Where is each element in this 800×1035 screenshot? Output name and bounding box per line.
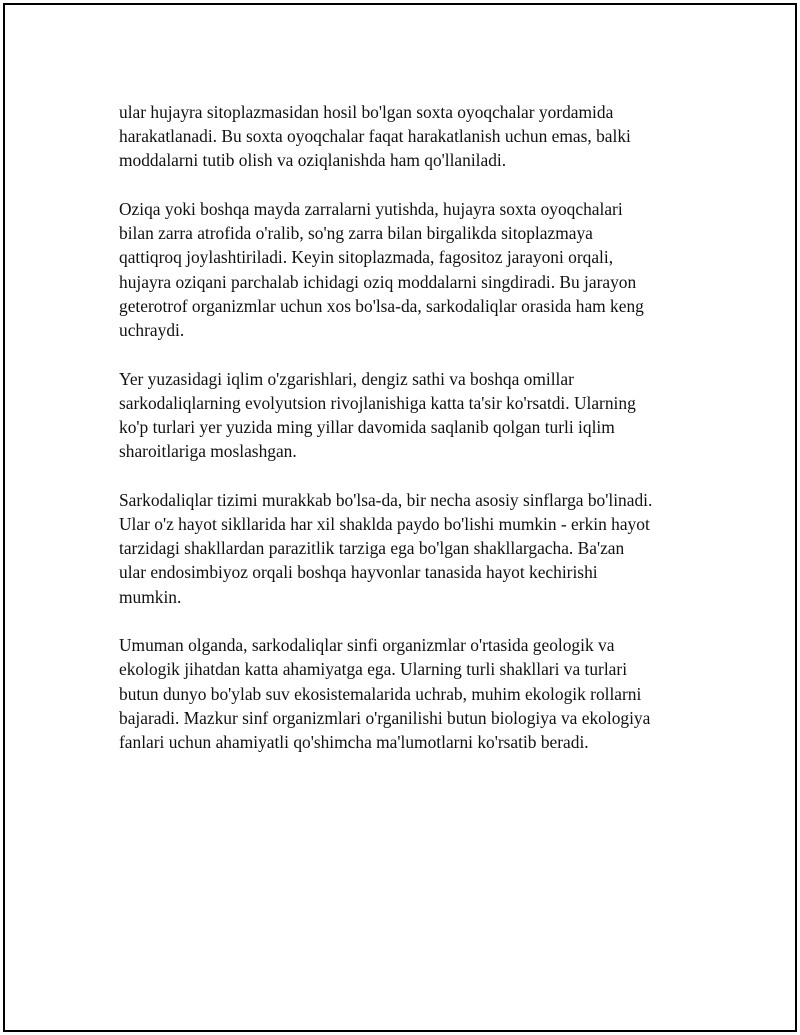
- text-line: sarkodaliqlarning evolyutsion rivojlanishiga katta ta'sir ko'rsatdi. Ularning: [119, 392, 636, 413]
- page-frame: [3, 3, 797, 1032]
- text-line: Ular o'z hayot sikllarida har xil shaklda paydo bo'lishi mumkin - erkin hayot: [119, 514, 650, 535]
- text-line: fanlari uchun ahamiyatli qo'shimcha ma'lumotlarni ko'rsatib beradi.: [119, 732, 589, 753]
- text-line: Oziqa yoki boshqa mayda zarralarni yutishda, hujayra soxta oyoqchalari: [119, 199, 623, 219]
- text-line: bilan zarra atrofida o'ralib, so'ng zarra bilan birgalikda sitoplazmaya: [119, 223, 593, 244]
- text-line: qattiqroq joylashtiriladi. Keyin sitoplazmada, fagositoz jarayoni orqali,: [119, 247, 614, 268]
- text-line: butun dunyo bo'ylab suv ekosistemalarida uchrab, muhim ekologik rollarni: [119, 683, 642, 704]
- paragraph-2: [119, 197, 709, 342]
- text-line: mumkin.: [119, 586, 182, 607]
- text-line: ko'p turlari yer yuzida ming yillar davomida saqlanib qolgan turli iqlim: [119, 417, 615, 438]
- text-line: tarzidagi shakllardan parazitlik tarziga ega bo'lgan shakllargacha. Ba'zan: [119, 538, 625, 559]
- text-line: harakatlanadi. Bu soxta oyoqchalar faqat harakatlanish uchun emas, balki: [119, 126, 631, 147]
- paragraph-3: [119, 367, 709, 464]
- text-line: moddalarni tutib olish va oziqlanishda ham qo'llaniladi.: [119, 150, 507, 171]
- document-body: [119, 100, 709, 779]
- text-line: Yer yuzasidagi iqlim o'zgarishlari, dengiz sathi va boshqa omillar: [119, 368, 574, 389]
- text-line: sharoitlariga moslashgan.: [119, 441, 297, 462]
- text-line: hujayra oziqani parchalab ichidagi oziq moddalarni singdiradi. Bu jarayon: [119, 271, 637, 292]
- text-line: ekologik jihatdan katta ahamiyatga ega. Ularning turli shakllari va turlari: [119, 659, 628, 680]
- text-line: ular endosimbiyoz orqali boshqa hayvonlar tanasida hayot kechirishi: [119, 562, 598, 583]
- text-line: bajaradi. Mazkur sinf organizmlari o'rganilishi butun biologiya va ekologiya: [119, 707, 651, 728]
- text-line: Umuman olganda, sarkodaliqlar sinfi organizmlar o'rtasida geologik va: [119, 635, 615, 656]
- paragraph-5: [119, 633, 709, 754]
- text-line: geterotrof organizmlar uchun xos bo'lsa-da, sarkodaliqlar orasida ham keng: [119, 295, 644, 316]
- paragraph-1: [119, 100, 709, 173]
- paragraph-4: [119, 488, 709, 609]
- text-line: Sarkodaliqlar tizimi murakkab bo'lsa-da, bir necha asosiy sinflarga bo'linadi.: [119, 489, 653, 510]
- text-line: ular hujayra sitoplazmasidan hosil bo'lgan soxta oyoqchalar yordamida: [119, 102, 614, 122]
- text-line: uchraydi.: [119, 320, 185, 341]
